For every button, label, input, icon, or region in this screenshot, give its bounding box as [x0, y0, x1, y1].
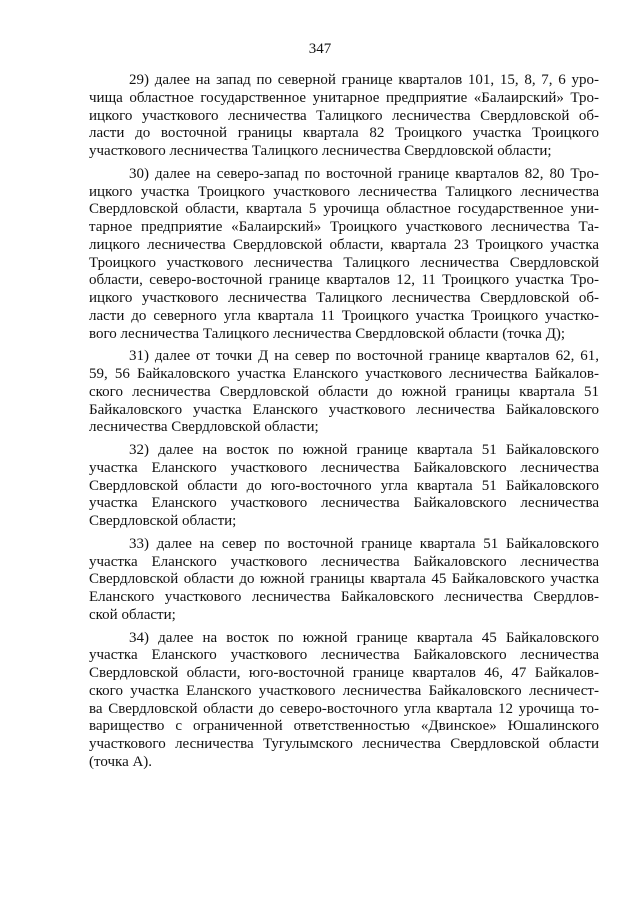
text-line: 30) далее на северо-запад по восточной границе кварталов 82, 80 Тро-	[129, 165, 599, 182]
paragraph-31	[89, 348, 599, 437]
text-line: Еланского участкового лесничества Байкаловского лесничества Свердлов-	[89, 589, 599, 605]
text-line: Свердловской области до юго-восточного угла квартала 51 Байкаловского	[89, 477, 599, 494]
text-line: ицкого участкового лесничества Талицкого лесничества Свердловской об-	[89, 107, 599, 124]
text-line: ласти до восточной границы квартала 82 Троицкого участка Троицкого	[89, 125, 599, 142]
text-line: 29) далее на запад по северной границе кварталов 101, 15, 8, 7, 6 уро-	[129, 72, 599, 88]
text-line: участкового лесничества Тугулымского лесничества Свердловской области	[89, 736, 599, 752]
text-line: участкового лесничества Талицкого лесничества Свердловской области;	[89, 143, 552, 159]
text-line: Свердловской области, юго-восточной границе кварталов 46, 47 Байкалов-	[89, 665, 599, 681]
text-line: Байкаловского участка Еланского участкового лесничества Байкаловского	[89, 401, 599, 418]
text-line: Свердловской области;	[89, 513, 237, 529]
text-line: ского участка Еланского участкового лесничества Байкаловского лесничест-	[89, 682, 599, 699]
text-line: тарное предприятие «Балаирский» Троицкого участкового лесничества Та-	[89, 219, 599, 235]
text-line: ва Свердловской области до северо-восточного угла квартала 12 урочища то-	[89, 700, 599, 717]
text-line: 33) далее на север по восточной границе квартала 51 Байкаловского	[129, 535, 599, 552]
page-number: 347	[308, 41, 332, 57]
paragraph-33	[89, 536, 599, 625]
text-line: 32) далее на восток по южной границе квартала 51 Байкаловского	[129, 442, 599, 458]
text-line: ицкого участкового лесничества Талицкого лесничества Свердловской об-	[89, 290, 599, 306]
text-line: 31) далее от точки Д на север по восточной границе кварталов 62, 61,	[129, 348, 599, 365]
text-line: чища областное государственное унитарное предприятие «Балаирский» Тро-	[89, 89, 599, 106]
text-line: 34) далее на восток по южной границе квартала 45 Байкаловского	[129, 629, 599, 646]
text-line: ской области;	[89, 606, 176, 623]
text-line: 59, 56 Байкаловского участка Еланского участкового лесничества Байкалов-	[89, 366, 599, 382]
text-line: ласти до северного угла квартала 11 Троицкого участка Троицкого участко-	[89, 307, 599, 324]
paragraph-32	[89, 442, 599, 531]
text-line: (точка А).	[89, 753, 153, 770]
text-line: Троицкого участкового лесничества Талицкого лесничества Свердловской	[89, 254, 599, 271]
text-line: ского лесничества Свердловской области до южной границы квартала 51	[89, 383, 599, 400]
paragraph-30	[89, 166, 599, 344]
document-body	[89, 72, 599, 777]
text-line: участка Еланского участкового лесничества Байкаловского лесничества	[89, 495, 599, 512]
text-line: Свердловской области, квартала 5 урочища областное государственное уни-	[89, 201, 599, 218]
text-line: ицкого участка Троицкого участкового лесничества Талицкого лесничества	[89, 183, 599, 200]
text-line: Свердловской области до южной границы квартала 45 Байкаловского участка	[89, 571, 599, 588]
text-line: участка Еланского участкового лесничества Байкаловского лесничества	[89, 647, 599, 664]
text-line: участка Еланского участкового лесничества Байкаловского лесничества	[89, 553, 599, 570]
text-line: вого лесничества Талицкого лесничества Свердловской области (точка Д);	[89, 325, 566, 342]
text-line: участка Еланского участкового лесничества Байкаловского лесничества	[89, 459, 599, 476]
text-line: варищество с ограниченной ответственностью «Двинское» Юшалинского	[89, 718, 599, 735]
text-line: лицкого лесничества Свердловской области, квартала 23 Троицкого участка	[89, 236, 599, 253]
text-line: области, северо-восточной границе кварталов 12, 11 Троицкого участка Тро-	[89, 272, 599, 289]
paragraph-29	[89, 72, 599, 161]
text-line: лесничества Свердловской области;	[89, 419, 319, 436]
paragraph-34	[89, 630, 599, 772]
